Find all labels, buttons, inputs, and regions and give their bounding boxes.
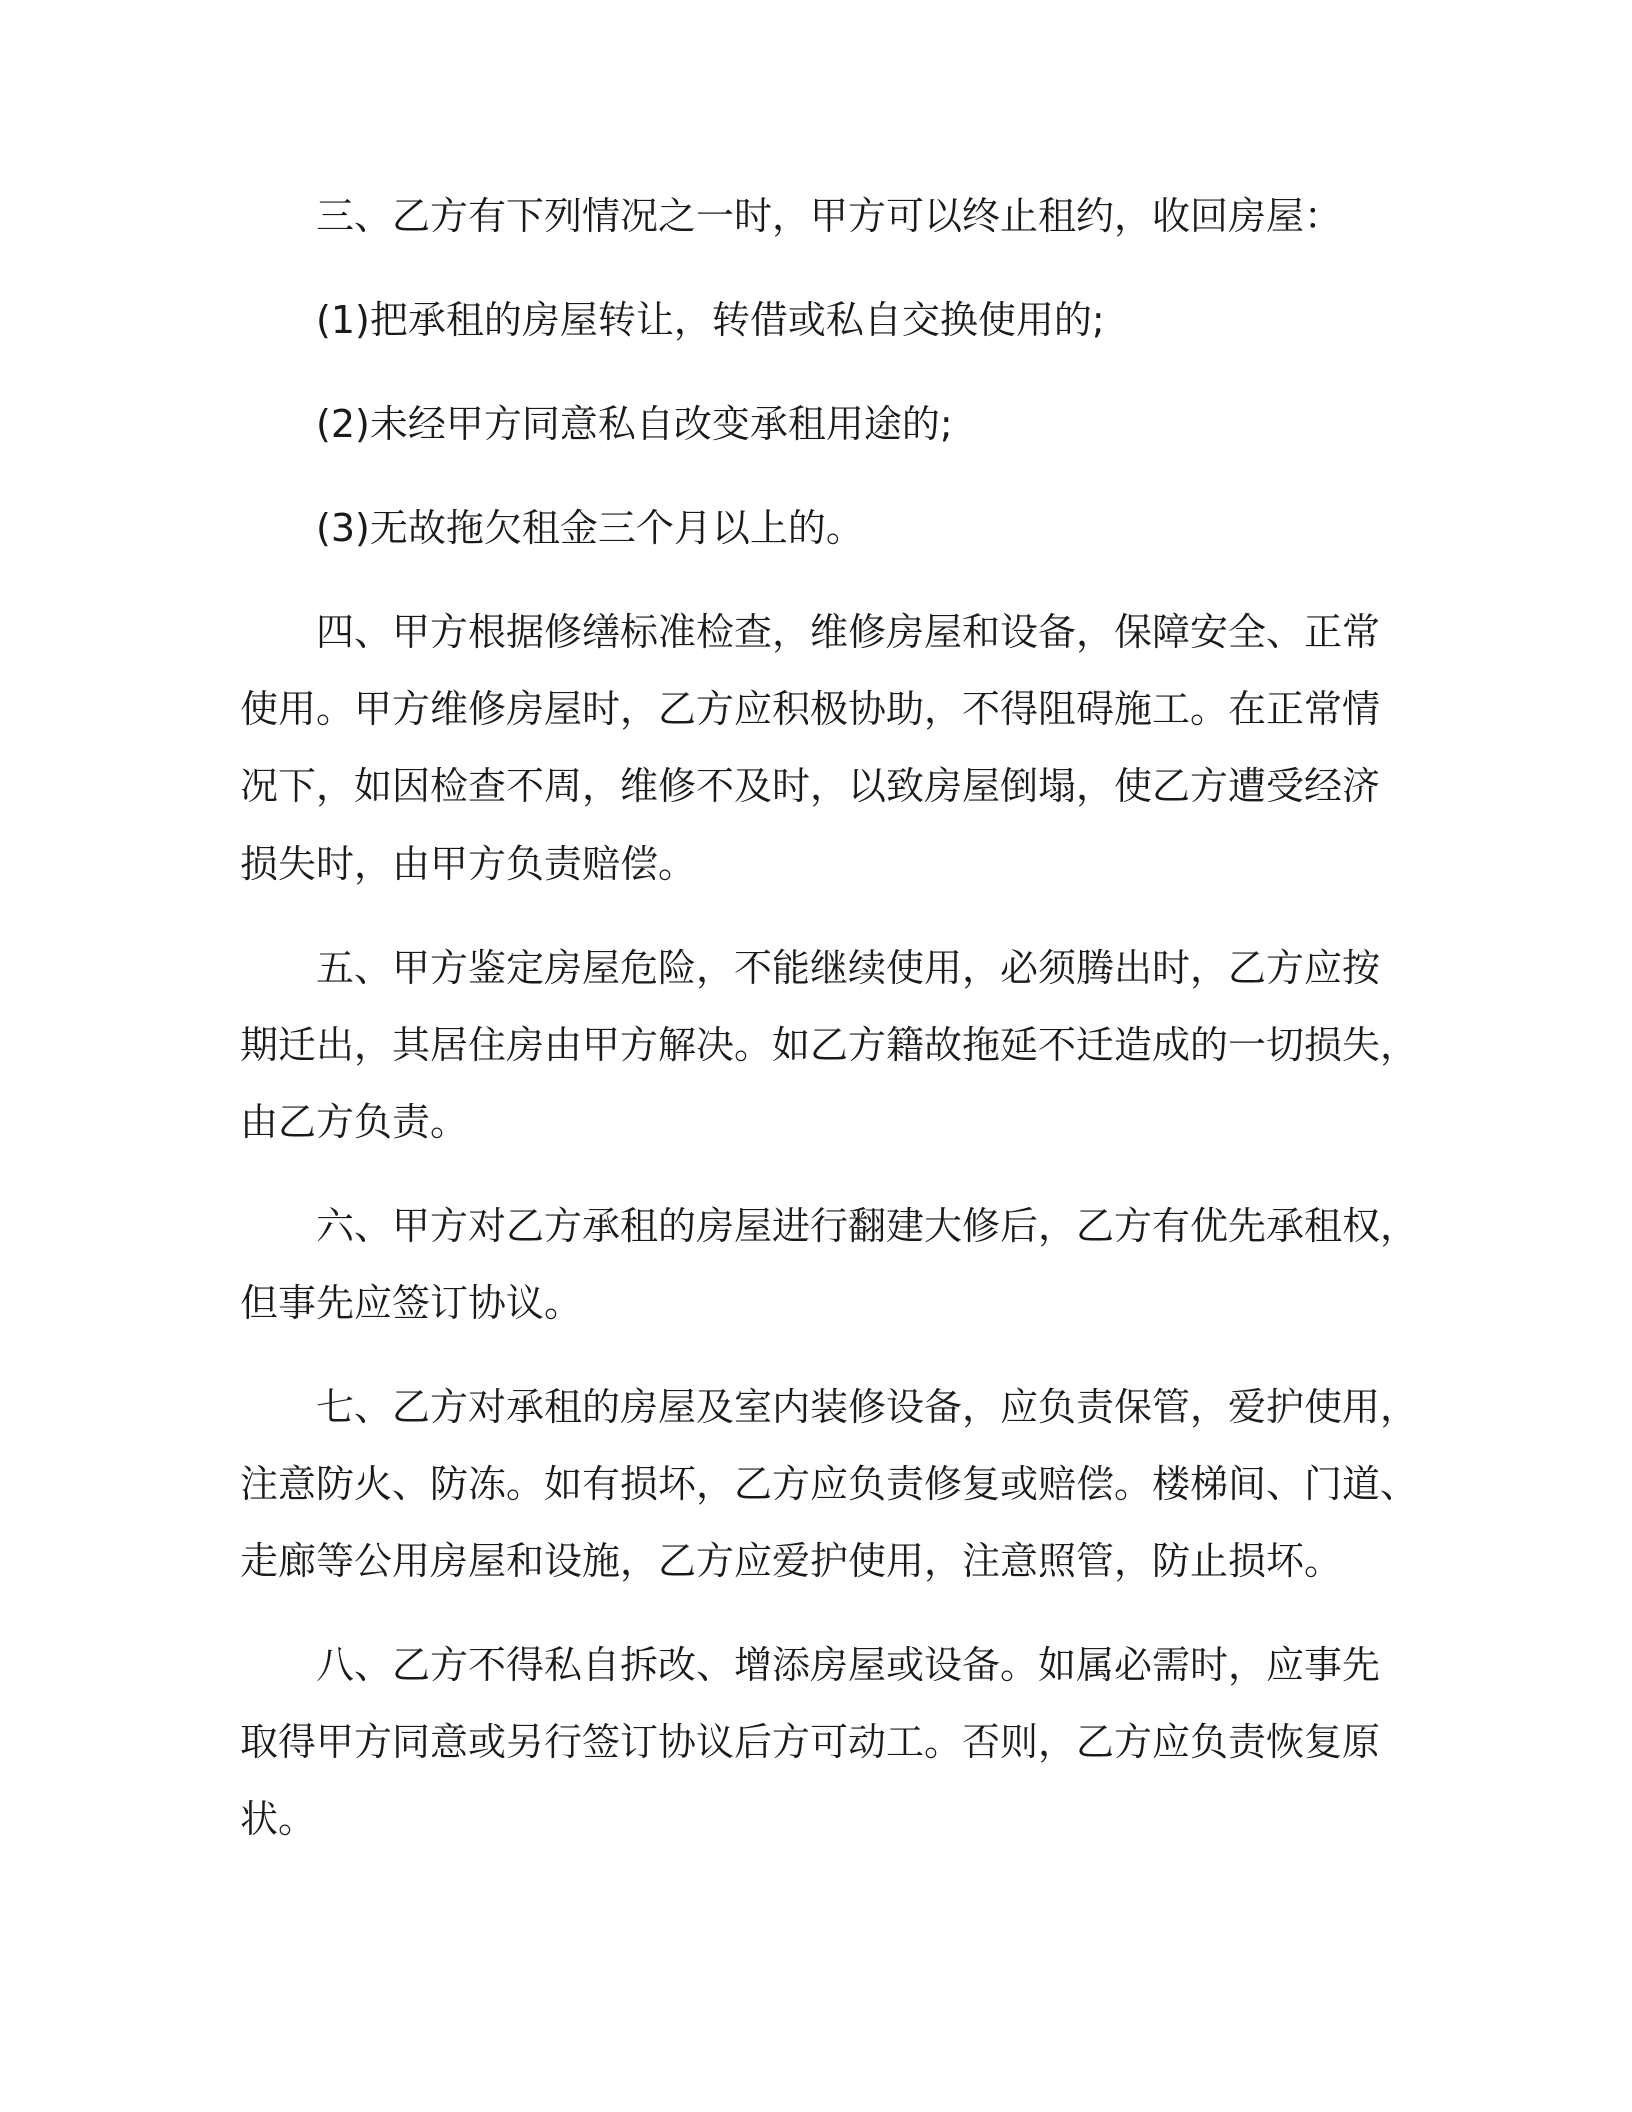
text-line: 损失时，由甲方负责赔偿。 xyxy=(240,842,697,886)
text-line: 但事先应签订协议。 xyxy=(240,1281,583,1325)
text-line: 走廊等公用房屋和设施，乙方应爱护使用，注意照管，防止损坏。 xyxy=(240,1539,1343,1583)
text-line: (2)未经甲方同意私自改变承租用途的; xyxy=(240,402,953,446)
text-line: 四、甲方根据修缮标准检查，维修房屋和设备，保障安全、正常 xyxy=(240,610,1381,654)
text-line: 期迁出，其居住房由甲方解决。如乙方籍故拖延不迁造成的一切损失， xyxy=(240,1023,1419,1067)
text-line: 况下，如因检查不周，维修不及时，以致房屋倒塌，使乙方遭受经济 xyxy=(240,764,1381,808)
text-line: 状。 xyxy=(240,1797,317,1841)
text-line: 使用。甲方维修房屋时，乙方应积极协助，不得阻碍施工。在正常情 xyxy=(240,687,1381,731)
text-line: 取得甲方同意或另行签订协议后方可动工。否则，乙方应负责恢复原 xyxy=(240,1720,1381,1764)
text-line: 三、乙方有下列情况之一时，甲方可以终止租约，收回房屋： xyxy=(240,194,1343,238)
text-line: (3)无故拖欠租金三个月以上的。 xyxy=(240,506,864,550)
text-line: (1)把承租的房屋转让，转借或私自交换使用的; xyxy=(240,298,1105,342)
text-line: 注意防火、防冻。如有损坏，乙方应负责修复或赔偿。楼梯间、门道、 xyxy=(240,1462,1419,1506)
text-line: 八、乙方不得私自拆改、增添房屋或设备。如属必需时，应事先 xyxy=(240,1643,1381,1687)
text-line: 五、甲方鉴定房屋危险，不能继续使用，必须腾出时，乙方应按 xyxy=(240,946,1381,990)
text-line: 七、乙方对承租的房屋及室内装修设备，应负责保管，爱护使用， xyxy=(240,1385,1419,1429)
text-line: 六、甲方对乙方承租的房屋进行翻建大修后，乙方有优先承租权， xyxy=(240,1204,1419,1248)
text-line: 由乙方负责。 xyxy=(240,1100,469,1144)
